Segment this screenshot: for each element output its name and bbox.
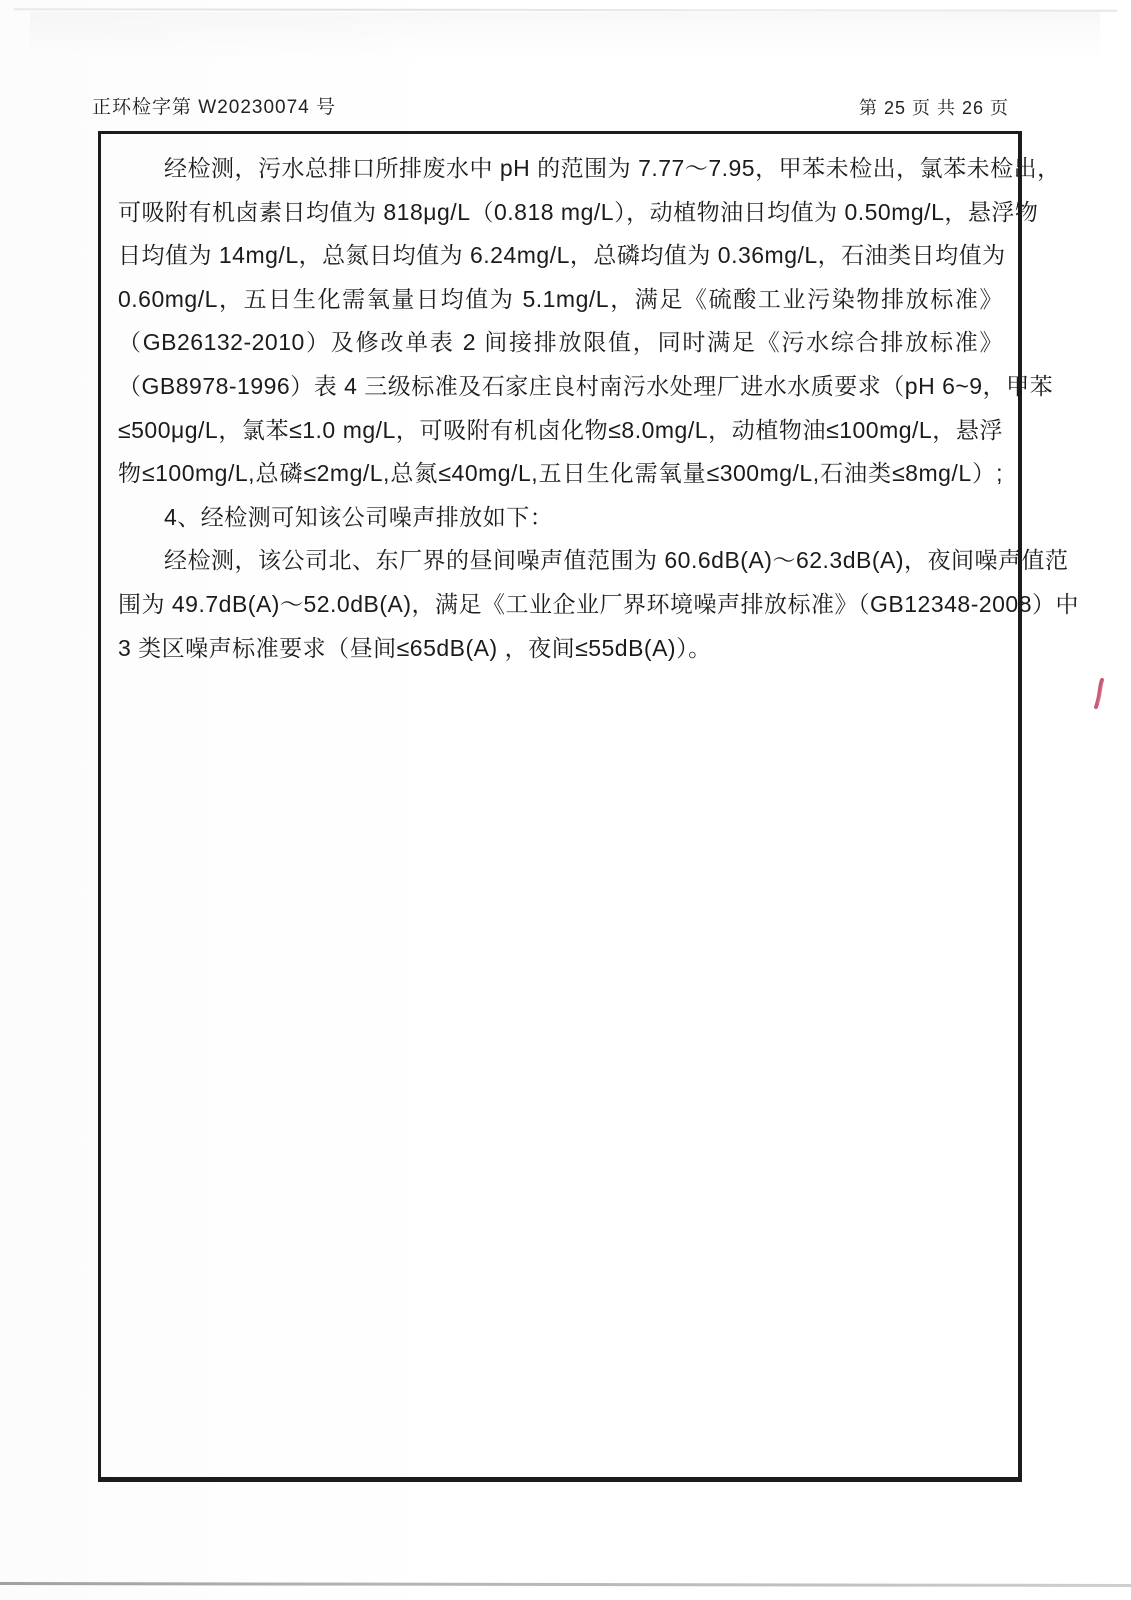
report-line-7: ≤500μg/L，氯苯≤1.0 mg/L，可吸附有机卤化物≤8.0mg/L，动植物油≤100mg/L，悬浮 [118,416,1003,443]
report-line-9: 4、经检测可知该公司噪声排放如下： [164,503,554,530]
report-line-10: 经检测，该公司北、东厂界的昼间噪声值范围为 60.6dB(A)～62.3dB(A)，夜间噪声值范 [164,547,1069,574]
page-indicator: 第 25 页 共 26 页 [858,98,1009,118]
scan-artifact-bottom-edge [0,1582,1131,1587]
report-line-11: 围为 49.7dB(A)～52.0dB(A)，满足《工业企业厂界环境噪声排放标准》（GB12348-2008）中 [118,590,1080,617]
report-line-12: 3 类区噪声标准要求（昼间≤65dB(A) ，夜间≤55dB(A)）。 [118,634,712,661]
report-line-1: 经检测，污水总排口所排废水中 pH 的范围为 7.77～7.95，甲苯未检出，氯苯未检出， [164,155,1061,181]
report-line-5: （GB26132-2010）及修改单表 2 间接排放限值，同时满足《污水综合排放标准》 [118,329,1003,356]
content-box [98,131,1080,1482]
report-line-4: 0.60mg/L，五日生化需氧量日均值为 5.1mg/L，满足《硫酸工业污染物排放标准》 [118,285,1003,312]
report-line-6: （GB8978-1996）表 4 三级标准及石家庄良村南污水处理厂进水水质要求（pH 6~9，甲苯 [118,372,1054,399]
report-line-3: 日均值为 14mg/L，总氮日均值为 6.24mg/L，总磷均值为 0.36mg/L，石油类日均值为 [118,242,1006,269]
scan-artifact-smudge [30,12,1100,60]
report-line-2: 可吸附有机卤素日均值为 818μg/L（0.818 mg/L），动植物油日均值为 0.50mg/L，悬浮物 [118,198,1039,225]
document-number: 正环检字第 W20230074 号 [92,97,337,118]
report-line-8: 物≤100mg/L,总磷≤2mg/L,总氮≤40mg/L,五日生化需氧量≤300mg/L,石油类≤8mg/L）; [118,460,1003,487]
red-pen-mark [1089,676,1109,714]
